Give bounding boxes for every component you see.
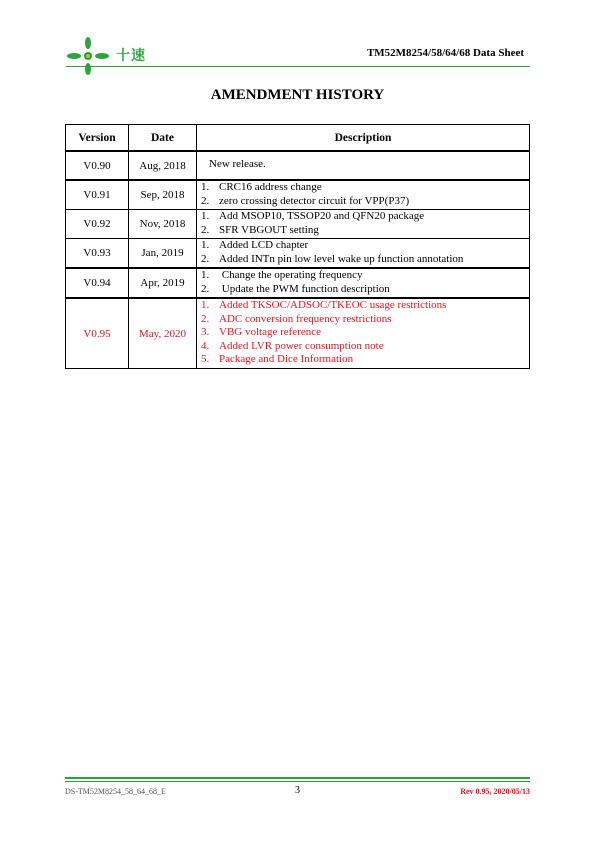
description-text: New release. [209,158,266,170]
version-cell: V0.93 [66,239,129,269]
date-cell: Sep, 2018 [129,180,197,210]
table-row [66,239,530,269]
table-row [66,180,530,210]
list-item: 1. Added LCD chapter [201,239,309,251]
logo-wordmark: 十速 [116,48,146,64]
version-cell: V0.91 [66,180,129,210]
footer-divider [65,777,530,779]
date-cell: Nov, 2018 [129,210,197,239]
revision-label: Rev 0.95, 2020/05/13 [460,787,530,796]
date-cell: Apr, 2019 [129,268,197,298]
description-cell [197,298,530,369]
date-column-header: Date [129,125,197,152]
date-cell: May, 2020 [129,298,197,369]
list-item: 2. zero crossing detector circuit for VPP(P37) [201,194,410,207]
list-item: 2. SFR VBGOUT setting [201,223,319,236]
amendment-table [65,124,530,369]
list-item: 2. ADC conversion frequency restrictions [201,312,392,325]
document-id: DS-TM52M8254_58_64_68_E [65,787,166,796]
table-row-latest-revision [66,298,530,369]
version-column-header: Version [66,125,129,152]
version-cell: V0.92 [66,210,129,239]
page-number: 3 [295,785,300,796]
description-cell [197,151,530,180]
page-title: AMENDMENT HISTORY [210,87,385,103]
list-item: 1. Added TKSOC/ADSOC/TKEOC usage restrictions [201,299,447,311]
list-item: 3. VBG voltage reference [201,326,322,338]
table-row [66,151,530,180]
table-row [66,210,530,239]
date-cell: Jan, 2019 [129,239,197,269]
document-title: TM52M8254/58/64/68 Data Sheet [366,47,524,59]
list-item: 2. Update the PWM function description [201,282,390,295]
date-cell: Aug, 2018 [129,151,197,180]
list-item: 1. CRC16 address change [201,181,322,193]
description-cell [197,180,530,210]
version-cell: V0.94 [66,268,129,298]
header-divider [66,66,530,67]
list-item: 4. Added LVR power consumption note [201,339,384,352]
list-item: 1. Add MSOP10, TSSOP20 and QFN20 package [201,210,425,222]
table-header-row [66,125,530,152]
description-cell [197,210,530,239]
table-row [66,268,530,298]
description-cell [197,239,530,269]
version-cell: V0.95 [66,298,129,369]
list-item: 1. Change the operating frequency [201,269,363,281]
footer-divider-thin [65,781,530,782]
list-item: 2. Added INTn pin low level wake up function annotation [201,252,464,265]
description-cell [197,268,530,298]
description-column-header: Description [197,125,530,152]
list-item: 5. Package and Dice Information [201,353,354,365]
version-cell: V0.90 [66,151,129,180]
